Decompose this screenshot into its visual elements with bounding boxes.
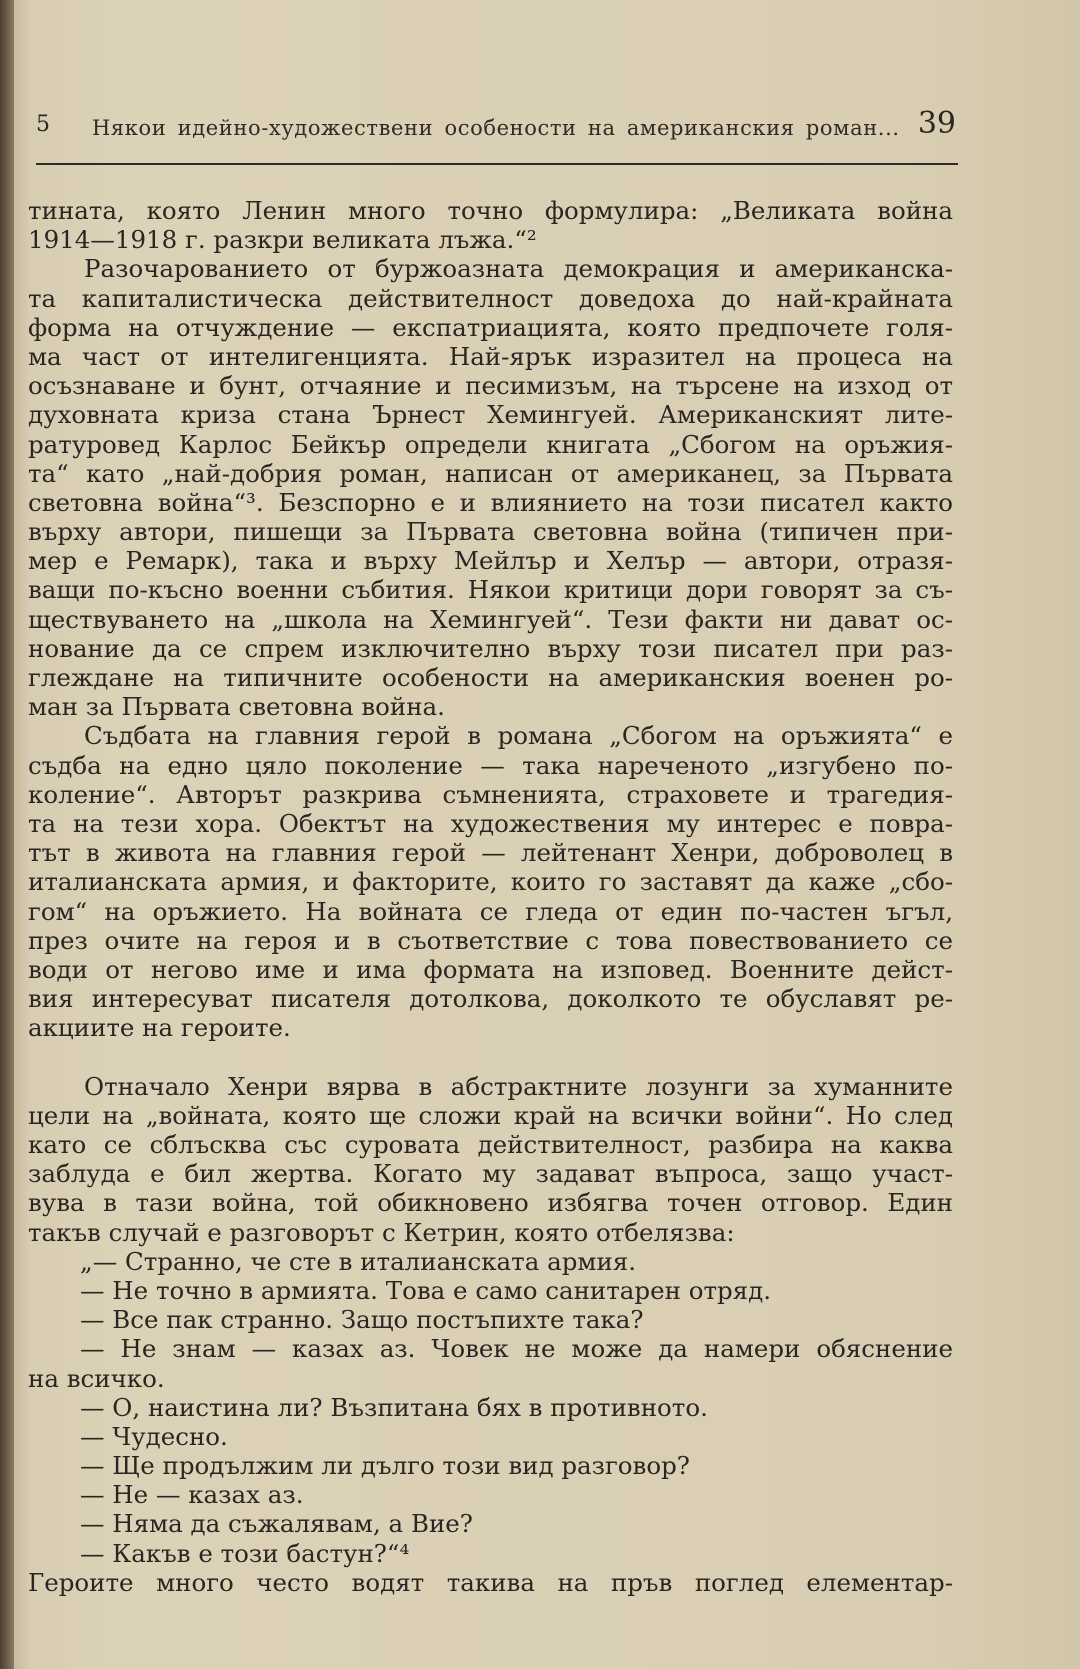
text-line: вува в тази война, той обикновено избягва точен отговор. Един [28, 1188, 953, 1218]
text-line: световна война“³. Безспорно е и влиянието на този писател както [28, 487, 953, 517]
text-line: та на тези хора. Обектът на художествения му интерес е повра- [28, 808, 953, 838]
text-line: Разочарованието от буржоазната демокрация и американска- [84, 254, 953, 284]
text-line: ман за Първата световна война. [28, 692, 445, 722]
text-line [28, 1042, 953, 1071]
text-line: — Чудесно. [80, 1421, 228, 1451]
text-line: Съдбата на главния герой в романа „Сбогом на оръжията“ е [84, 721, 953, 751]
text-line: акциите на героите. [28, 1013, 291, 1043]
text-line: — Не точно в армията. Това е само санитарен отряд. [80, 1275, 772, 1305]
text-line: води от негово име и има формата на изповед. Военните дейст- [28, 954, 953, 984]
text-line: та“ като „най-добрия роман, написан от американец, за Първата [28, 458, 953, 488]
text-line: през очите на героя и в съответствие с това повествованието се [28, 925, 953, 955]
text-line: ратуровед Карлос Бейкър определи книгата „Сбогом на оръжия- [28, 429, 953, 459]
page-number: 39 [917, 106, 956, 141]
text-line: 1914—1918 г. разкри великата лъжа.“² [28, 225, 537, 255]
text-line: италианската армия, и факторите, които го заставят да каже „сбо- [28, 867, 953, 897]
text-line: ващи по-късно военни събития. Някои критици дори говорят за съ- [28, 575, 953, 605]
text-line: — Не знам — казах аз. Човек не може да намери обяснение [80, 1334, 953, 1364]
text-line: Отначало Хенри вярва в абстрактните лозунги за хуманните [84, 1071, 953, 1101]
text-line: вия интересуват писателя дотолкова, доколкото те обуславят ре- [28, 984, 953, 1014]
text-line: като се сблъсква със суровата действителност, разбира на каква [28, 1130, 953, 1159]
text-line: — Все пак странно. Защо постъпихте така? [80, 1305, 644, 1335]
text-line: заблуда е бил жертва. Когато му задават въпроса, защо участ- [28, 1159, 953, 1189]
text-line: гом“ на оръжието. На войната се гледа от един по-частен ъгъл, [28, 896, 953, 926]
text-line: ществуването на „школа на Хемингуей“. Тези факти ни дават ос- [28, 604, 953, 634]
text-line: тината, която Ленин много точно формулира: „Великата война [28, 196, 953, 225]
book-spine-shadow [0, 0, 14, 1669]
text-line: — Няма да съжалявам, а Вие? [80, 1509, 473, 1539]
text-line: коление“. Авторът разкрива съмненията, страховете и трагедия- [28, 779, 953, 809]
text-line: осъзнаване и бунт, отчаяние и песимизъм, на търсене на изход от [28, 371, 953, 401]
page-header [36, 106, 956, 156]
header-rule [36, 163, 958, 165]
text-line: нование да се спрем изключително върху този писател при раз- [28, 633, 953, 663]
text-line: „— Странно, че сте в италианската армия. [80, 1246, 637, 1276]
text-line: форма на отчуждение — експатриацията, която предпочете голя- [28, 312, 953, 342]
text-line: върху автори, пишещи за Първата световна война (типичен при- [28, 517, 953, 547]
text-line: Героите много често водят такива на пръв поглед елементар- [28, 1567, 953, 1597]
text-line: такъв случай е разговорът с Кетрин, която отбелязва: [28, 1217, 735, 1247]
text-line: — Не — казах аз. [80, 1480, 304, 1510]
text-line: тът в живота на главния герой — лейтенант Хенри, доброволец в [28, 838, 953, 868]
text-line: на всичко. [28, 1363, 165, 1393]
text-line: цели на „войната, която ще сложи край на всички войни“. Но след [28, 1100, 953, 1130]
text-line: — Ще продължим ли дълго този вид разговор? [80, 1451, 690, 1481]
signature-mark: 5 [36, 112, 50, 137]
text-line: съдба на едно цяло поколение — така нареченото „изгубено по- [28, 750, 953, 780]
text-line: та капиталистическа действителност доведоха до най-крайната [28, 283, 953, 313]
text-line: — О, наистина ли? Възпитана бях в противното. [80, 1392, 708, 1422]
text-line: глеждане на типичните особености на американския военен ро- [28, 663, 953, 692]
body-text [28, 196, 953, 1597]
text-line: ма част от интелигенцията. Най-ярък изразител на процеса на [28, 341, 953, 371]
text-line: мер е Ремарк), така и върху Мейлър и Хелър — автори, отразя- [28, 546, 953, 576]
text-line: духовната криза стана Ърнест Хемингуей. Американският лите- [28, 400, 953, 430]
text-line: — Какъв е този бастун?“⁴ [80, 1538, 410, 1568]
running-title: Някои идейно-художествени особености на американския роман... [92, 116, 900, 140]
